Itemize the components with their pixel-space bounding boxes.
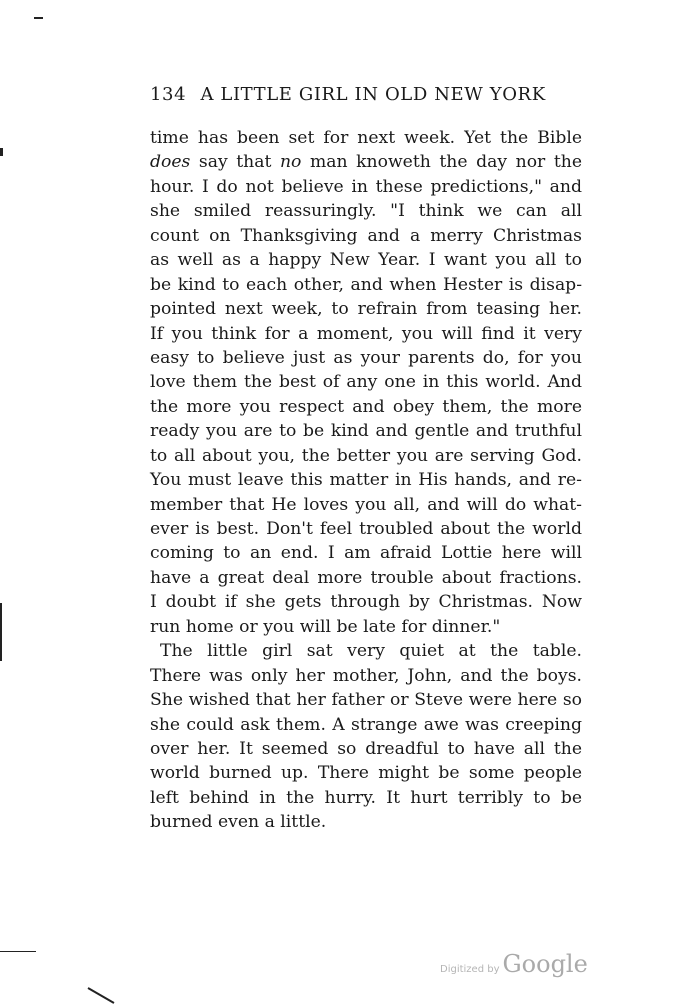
text-line: she smiled reassuringly. "I think we can all xyxy=(150,201,582,222)
running-header xyxy=(150,84,570,105)
watermark-brand: Google xyxy=(502,950,588,978)
text-line: ever is best. Don't feel troubled about the world xyxy=(150,519,582,539)
text-line: burned even a little. xyxy=(150,812,327,833)
text-line: have a great deal more trouble about fractions. xyxy=(150,567,582,588)
text-line: I doubt if she gets through by Christmas. Now xyxy=(150,592,582,613)
digitized-watermark xyxy=(440,950,588,978)
text-line: be kind to each other, and when Hester is disap- xyxy=(150,274,582,295)
scan-mark xyxy=(0,148,3,156)
text-line: time has been set for next week. Yet the Bible xyxy=(150,128,582,148)
text-line: over her. It seemed so dreadful to have all the xyxy=(150,738,582,759)
text-line: she could ask them. A strange awe was creeping xyxy=(150,714,582,735)
text-line: easy to believe just as your parents do, for you xyxy=(150,347,582,368)
watermark-prefix: Digitized by xyxy=(440,964,500,975)
page-number: 134 xyxy=(150,84,187,105)
text-line: She wished that her father or Steve were here so xyxy=(150,690,582,711)
text-line: pointed next week, to refrain from teasing her. xyxy=(150,299,582,320)
text-line: as well as a happy New Year. I want you all to xyxy=(150,250,582,271)
scan-mark xyxy=(0,603,2,661)
text-line: You must leave this matter in His hands, and re- xyxy=(150,470,582,491)
text-line: the more you respect and obey them, the more xyxy=(150,396,582,417)
text-line: hour. I do not believe in these predictions," and xyxy=(150,176,582,197)
text-line: does say that no man knoweth the day nor the xyxy=(150,152,582,173)
text-line: run home or you will be late for dinner." xyxy=(150,616,501,637)
text-line: to all about you, the better you are serving God. xyxy=(150,445,582,466)
scan-mark xyxy=(0,951,36,952)
text-line: ready you are to be kind and gentle and truthful xyxy=(150,421,582,442)
text-line: member that He loves you all, and will do what- xyxy=(150,494,582,515)
text-line: count on Thanksgiving and a merry Christmas xyxy=(150,225,582,246)
text-line: The little girl sat very quiet at the table. xyxy=(160,641,582,662)
text-line: left behind in the hurry. It hurt terribly to be xyxy=(150,787,582,808)
scan-mark xyxy=(34,17,43,19)
emphasis: does xyxy=(150,152,191,173)
text-line: If you think for a moment, you will find it very xyxy=(150,323,582,344)
text-line: love them the best of any one in this world. And xyxy=(150,372,582,393)
emphasis: no xyxy=(279,152,302,173)
running-title: A LITTLE GIRL IN OLD NEW YORK xyxy=(200,84,546,105)
text-line: world burned up. There might be some people xyxy=(150,763,582,784)
scan-mark xyxy=(88,987,115,1004)
page-body xyxy=(150,126,582,835)
text-line: coming to an end. I am afraid Lottie here will xyxy=(150,543,582,564)
text-line: There was only her mother, John, and the boys. xyxy=(150,665,582,686)
